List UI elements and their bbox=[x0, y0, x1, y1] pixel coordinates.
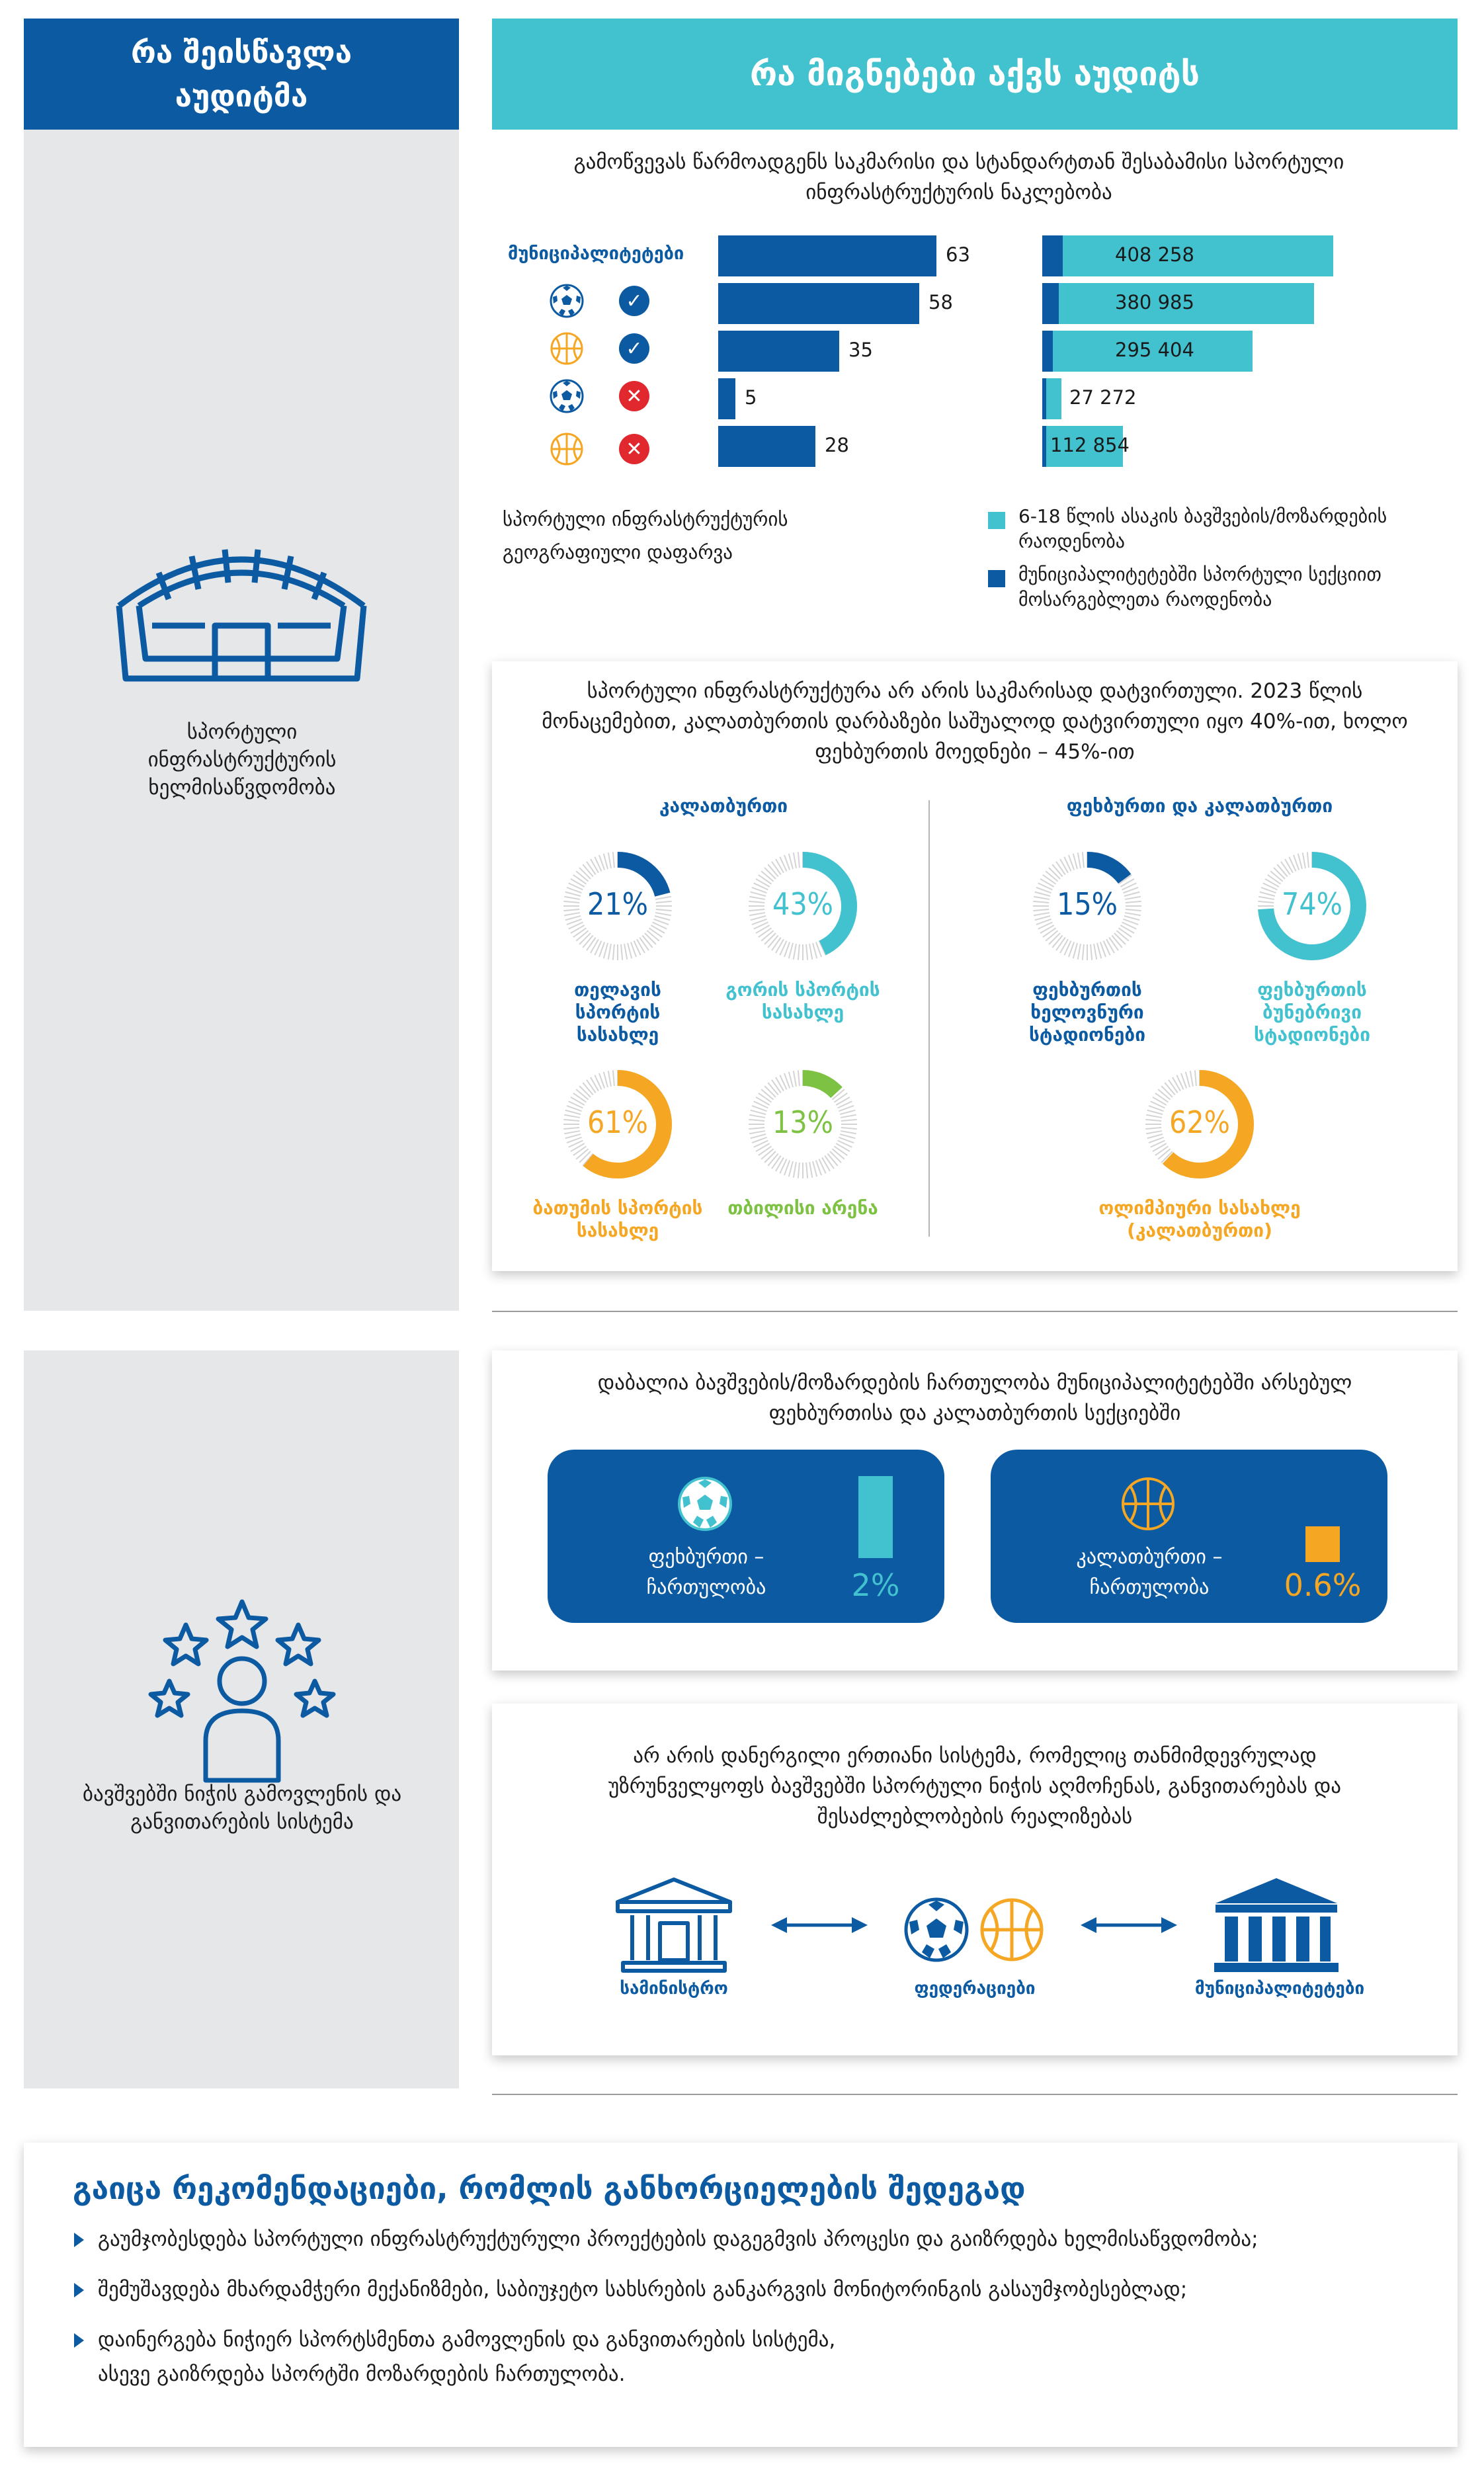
section1-left-panel bbox=[24, 130, 459, 1311]
population-label: 408 258 bbox=[1115, 243, 1194, 266]
utilization-card bbox=[492, 661, 1458, 1271]
donut-tick bbox=[587, 862, 596, 875]
count-label: 35 bbox=[848, 339, 873, 361]
donut-tick bbox=[573, 1146, 587, 1155]
donut-tick bbox=[613, 944, 614, 960]
donut-tick bbox=[1046, 930, 1057, 940]
donut-tick bbox=[835, 1093, 848, 1102]
donut-tick bbox=[1161, 1086, 1173, 1097]
donut-tick bbox=[1043, 928, 1056, 937]
donut-tick bbox=[1052, 864, 1062, 876]
recommendation-item: შემუშავდება მხარდამჭერი მექანიზმები, საბიუჯეტო სახსრების განკარგვის მონიტორინგის გასაუმჯობესებლად; bbox=[98, 2278, 1188, 2301]
donut-tick bbox=[639, 938, 649, 951]
donut-tick bbox=[761, 1149, 773, 1159]
donut-tick bbox=[1083, 944, 1084, 960]
donut-tick bbox=[645, 933, 656, 944]
donut-tick bbox=[768, 864, 778, 876]
double-arrow-right-icon bbox=[1079, 1915, 1178, 1935]
header-left-title: რა შეისწავლა აუდიტმა bbox=[130, 34, 352, 114]
donut-tick bbox=[1307, 852, 1309, 868]
donut-value-arc bbox=[1087, 860, 1125, 879]
donut-percentage: 62% bbox=[1169, 1104, 1230, 1140]
section3-topic: ბავშვებში ნიჭის გამოვლენის და განვითარების სისტემა bbox=[82, 1782, 402, 1834]
football-engagement-box bbox=[548, 1450, 944, 1623]
donut-tick bbox=[573, 1093, 587, 1102]
donut-value-arc bbox=[803, 1078, 837, 1093]
donut-label: ბათუმის სპორტის სასახლე bbox=[532, 1197, 703, 1241]
donut-tick bbox=[772, 1156, 781, 1169]
donut-tick bbox=[813, 943, 817, 958]
bullet-icon bbox=[74, 2283, 84, 2297]
donut-tick bbox=[764, 933, 776, 944]
recommendations-title: გაიცა რეკომენდაციები, რომლის განხორციელების შედეგად bbox=[73, 2170, 1026, 2206]
donut-tick bbox=[621, 944, 622, 960]
donut-tick bbox=[613, 852, 614, 868]
donut-tick bbox=[798, 1070, 800, 1086]
donut-tick bbox=[768, 1153, 778, 1165]
donut-tick bbox=[764, 1151, 776, 1163]
count-bar bbox=[718, 426, 815, 467]
football-engagement-label: ფეხბურთი – ჩართულობა bbox=[646, 1546, 766, 1599]
count-label: 28 bbox=[825, 434, 849, 456]
utilization-intro: სპორტული ინფრასტრუქტურა არ არის საკმარისად დატვირთული. 2023 წლის მონაცემებით, კალათბურთის დარბაზები საშუალოდ დატვირთული იყო 40%-ით, ხოლო ფეხბურთის მოედნები – 45%-ით bbox=[542, 679, 1408, 764]
recommendation-item: გაუმჯობესდება სპორტული ინფრასტრუქტურული პროექტების დაგეგმვის პროცესი და გაიზრდება ხელმისაწვდომობა; bbox=[98, 2227, 1258, 2251]
football-section-title: ფეხბურთი და კალათბურთი bbox=[1066, 795, 1333, 817]
section-users-segment bbox=[1042, 283, 1059, 324]
donut-tick bbox=[761, 1089, 773, 1099]
donut-tick bbox=[789, 943, 793, 958]
donut-tick bbox=[798, 852, 800, 868]
donut-tick bbox=[1274, 868, 1285, 879]
donut-tick bbox=[604, 1072, 608, 1087]
donut-tick bbox=[1091, 944, 1092, 960]
count-label: 5 bbox=[745, 386, 757, 409]
section1-intro: გამოწვევას წარმოადგენს საკმარისი და სტანდარტთან შესაბამისი სპორტული ინფრასტრუქტურის ნაკლებობა bbox=[573, 150, 1344, 204]
donut-tick bbox=[1052, 935, 1062, 947]
donut-tick bbox=[1169, 1080, 1178, 1093]
section-users-segment bbox=[1042, 426, 1046, 467]
donut-tick bbox=[1268, 875, 1281, 884]
donut-tick bbox=[1049, 933, 1060, 944]
count-bar bbox=[718, 331, 839, 372]
donut-tick bbox=[1078, 944, 1081, 960]
donut-tick bbox=[789, 854, 793, 869]
donut-tick bbox=[768, 935, 778, 947]
donut-percentage: 43% bbox=[772, 886, 833, 922]
section1-divider bbox=[492, 1311, 1458, 1312]
donut-tick bbox=[1073, 854, 1077, 869]
donut-tick bbox=[1097, 943, 1101, 958]
basketball-engagement-box bbox=[991, 1450, 1387, 1623]
donut-tick bbox=[1119, 928, 1132, 937]
bullet-icon bbox=[74, 2233, 84, 2247]
donut-tick bbox=[798, 944, 800, 960]
donut-tick bbox=[647, 930, 659, 940]
donut-tick bbox=[1056, 938, 1065, 951]
donut-tick bbox=[613, 1070, 614, 1086]
donut-tick bbox=[835, 1146, 848, 1155]
donut-label: თელავის სპორტის სასახლე bbox=[574, 979, 661, 1046]
donut-tick bbox=[772, 862, 781, 875]
check-icon: ✓ bbox=[619, 333, 649, 364]
donut-tick bbox=[573, 875, 587, 884]
count-bar bbox=[718, 235, 936, 276]
donut-tick bbox=[1112, 935, 1122, 947]
donut-tick bbox=[1109, 938, 1118, 951]
basketball-engagement-label: კალათბურთი – ჩართულობა bbox=[1076, 1546, 1223, 1599]
basketball-icon bbox=[1120, 1476, 1176, 1532]
donut-tick bbox=[827, 1153, 837, 1165]
donut-tick bbox=[809, 944, 812, 960]
donut-tick bbox=[759, 875, 772, 884]
donut-tick bbox=[1155, 1146, 1169, 1155]
municipalities-institution-label: მუნიციპალიტეტები bbox=[1194, 1979, 1365, 1999]
donut-tick bbox=[825, 1156, 834, 1169]
section-users-segment bbox=[1042, 331, 1053, 372]
donut-tick bbox=[1281, 862, 1290, 875]
donut-tick bbox=[604, 854, 608, 869]
cross-icon: ✕ bbox=[619, 434, 649, 464]
section-users-segment bbox=[1042, 378, 1046, 419]
section-users-segment bbox=[1042, 235, 1063, 276]
donut-tick bbox=[772, 1080, 781, 1093]
population-label: 112 854 bbox=[1050, 434, 1130, 456]
donut-tick bbox=[832, 1149, 844, 1159]
section1-topic: სპორტული ინფრასტრუქტურის ხელმისაწვდომობა bbox=[147, 720, 337, 800]
donut-tick bbox=[1270, 871, 1282, 881]
count-bar bbox=[718, 378, 735, 419]
population-label: 380 985 bbox=[1115, 291, 1194, 313]
donut-tick bbox=[1303, 852, 1305, 868]
donut-label: გორის სპორტის სასახლე bbox=[725, 979, 880, 1023]
donut-tick bbox=[583, 935, 593, 947]
donut-tick bbox=[759, 928, 772, 937]
donut-tick bbox=[608, 852, 611, 868]
system-card bbox=[492, 1704, 1458, 2055]
donut-tick bbox=[576, 1089, 588, 1099]
donut-tick bbox=[604, 943, 608, 958]
check-icon: ✓ bbox=[619, 286, 649, 316]
engagement-card bbox=[492, 1350, 1458, 1671]
count-label: 58 bbox=[928, 291, 953, 313]
count-bar bbox=[718, 283, 919, 324]
engagement-intro: დაბალია ბავშვების/მოზარდების ჩართულობა მუნიციპალიტეტებში არსებულ ფეხბურთისა და კალათბურთის სექციებში bbox=[597, 1371, 1352, 1425]
donut-tick bbox=[764, 868, 776, 879]
donut-tick bbox=[1186, 1072, 1190, 1087]
donut-percentage: 15% bbox=[1057, 886, 1118, 922]
donut-tick bbox=[628, 943, 632, 958]
legend-light-label: 6-18 წლის ასაკის ბავშვების/მოზარდების რაოდენობა bbox=[1018, 505, 1387, 552]
donut-tick bbox=[573, 928, 587, 937]
double-arrow-left-icon bbox=[770, 1915, 869, 1935]
donut-percentage: 61% bbox=[587, 1104, 648, 1140]
donut-tick bbox=[1094, 944, 1096, 960]
donut-tick bbox=[1049, 868, 1060, 879]
donut-tick bbox=[798, 1163, 800, 1178]
population-label: 27 272 bbox=[1069, 386, 1137, 409]
legend-dark-label: მუნიციპალიტეტებში სპორტული სექციით მოსარგებლეთა რაოდენობა bbox=[1018, 563, 1381, 610]
legend-dark-swatch bbox=[988, 570, 1005, 587]
donut-tick bbox=[583, 1083, 593, 1094]
population-label: 295 404 bbox=[1115, 339, 1194, 361]
municipality-building-icon bbox=[1210, 1877, 1342, 1973]
basketball-icon bbox=[979, 1897, 1045, 1963]
donut-percentage: 21% bbox=[587, 886, 648, 922]
donut-tick bbox=[794, 852, 796, 868]
donut-tick bbox=[1056, 862, 1065, 875]
donut-tick bbox=[830, 1151, 841, 1163]
donut-tick bbox=[642, 935, 652, 947]
donut-tick bbox=[624, 944, 627, 960]
header-left bbox=[24, 19, 459, 130]
donut-label: თბილისი არენა bbox=[727, 1197, 878, 1219]
donut-tick bbox=[1155, 1093, 1169, 1102]
donut-tick bbox=[1190, 1071, 1193, 1087]
donut-label: ოლიმპიური სასახლე (კალათბურთი) bbox=[1098, 1197, 1301, 1241]
stadium-icon bbox=[106, 526, 377, 692]
bullet-icon bbox=[74, 2333, 84, 2348]
donut-label: ფეხბურთის ბუნებრივი სტადიონები bbox=[1254, 979, 1370, 1046]
donut-tick bbox=[1083, 852, 1084, 868]
population-bar bbox=[1042, 378, 1061, 419]
donut-tick bbox=[1114, 933, 1126, 944]
donut-tick bbox=[806, 1163, 807, 1178]
donut-tick bbox=[794, 1162, 796, 1178]
geo-coverage-label: სპორტული ინფრასტრუქტურის გეოგრაფიული დაფარვა bbox=[503, 508, 788, 563]
donut-tick bbox=[649, 928, 663, 937]
donut-tick bbox=[579, 933, 591, 944]
donut-tick bbox=[579, 868, 591, 879]
system-intro: არ არის დანერგილი ერთიანი სისტემა, რომელიც თანმიმდევრულად უზრუნველყოფს ბავშვებში სპორტული ნიჭის აღმოჩენას, განვითარებას და შესაძლებლობების რეალიზებას bbox=[608, 1744, 1341, 1829]
football-icon bbox=[677, 1476, 733, 1532]
ministry-label: სამინისტრო bbox=[620, 1979, 728, 1999]
basketball-icon bbox=[549, 331, 585, 366]
donut-tick bbox=[789, 1072, 793, 1087]
donut-tick bbox=[1165, 1083, 1175, 1094]
donut-tick bbox=[1298, 854, 1302, 869]
donut-tick bbox=[759, 1146, 772, 1155]
donut-tick bbox=[1116, 930, 1128, 940]
section3-left-panel bbox=[24, 1350, 459, 2088]
federations-label: ფედერაციები bbox=[914, 1979, 1036, 1999]
basketball-section-title: კალათბურთი bbox=[659, 795, 788, 817]
donut-tick bbox=[789, 1161, 793, 1176]
donut-tick bbox=[794, 1071, 796, 1087]
donut-tick bbox=[1078, 852, 1081, 868]
talent-icon bbox=[143, 1595, 341, 1787]
donut-divider bbox=[928, 800, 930, 1237]
donut-tick bbox=[768, 1083, 778, 1094]
municipalities-label: მუნიციპალიტეტები bbox=[508, 243, 684, 264]
donut-tick bbox=[1043, 875, 1056, 884]
donut-tick bbox=[608, 944, 611, 960]
section3-divider bbox=[492, 2094, 1458, 2095]
donut-tick bbox=[764, 1086, 776, 1097]
donut-tick bbox=[761, 871, 773, 881]
donut-tick bbox=[1277, 864, 1287, 876]
donut-tick bbox=[761, 930, 773, 940]
cross-icon: ✕ bbox=[619, 381, 649, 411]
recommendations-card bbox=[24, 2143, 1458, 2447]
donut-tick bbox=[1195, 1070, 1196, 1086]
football-engagement-bar bbox=[858, 1476, 893, 1558]
basketball-icon bbox=[549, 431, 585, 467]
donut-tick bbox=[579, 1086, 591, 1097]
donut-tick bbox=[583, 864, 593, 876]
donut-tick bbox=[809, 1162, 812, 1178]
donut-percentage: 13% bbox=[772, 1104, 833, 1140]
donut-tick bbox=[1073, 943, 1077, 958]
donut-tick bbox=[1046, 871, 1057, 881]
recommendation-item: დაინერგება ნიჭიერ სპორტსმენთა გამოვლენის და განვითარების სისტემა, ასევე გაიზრდება სპორტში მოზარდების ჩართულობა. bbox=[98, 2328, 836, 2386]
donut-tick bbox=[587, 938, 596, 951]
football-icon bbox=[549, 378, 585, 414]
donut-tick bbox=[576, 1149, 588, 1159]
header-right bbox=[492, 19, 1458, 130]
football-engagement-pct: 2% bbox=[851, 1567, 900, 1603]
legend-light-swatch bbox=[988, 512, 1005, 529]
header-right-title: რა მიგნებები აქვს აუდიტს bbox=[749, 55, 1200, 93]
donut-tick bbox=[759, 1093, 772, 1102]
donut-tick bbox=[608, 1071, 611, 1087]
donut-tick bbox=[772, 938, 781, 951]
count-label: 63 bbox=[946, 243, 970, 266]
basketball-engagement-bar bbox=[1305, 1526, 1340, 1562]
donut-tick bbox=[1158, 1089, 1170, 1099]
ministry-icon bbox=[611, 1876, 737, 1975]
football-icon bbox=[903, 1897, 969, 1963]
donut-tick bbox=[813, 1161, 817, 1176]
donut-tick bbox=[587, 1080, 596, 1093]
donut-label: ფეხბურთის ხელოვნური სტადიონები bbox=[1029, 979, 1145, 1046]
donut-tick bbox=[576, 871, 588, 881]
donut-tick bbox=[806, 944, 807, 960]
donut-tick bbox=[794, 944, 796, 960]
football-icon bbox=[549, 283, 585, 319]
donut-tick bbox=[576, 930, 588, 940]
donut-percentage: 74% bbox=[1282, 886, 1342, 922]
basketball-engagement-pct: 0.6% bbox=[1284, 1567, 1362, 1603]
